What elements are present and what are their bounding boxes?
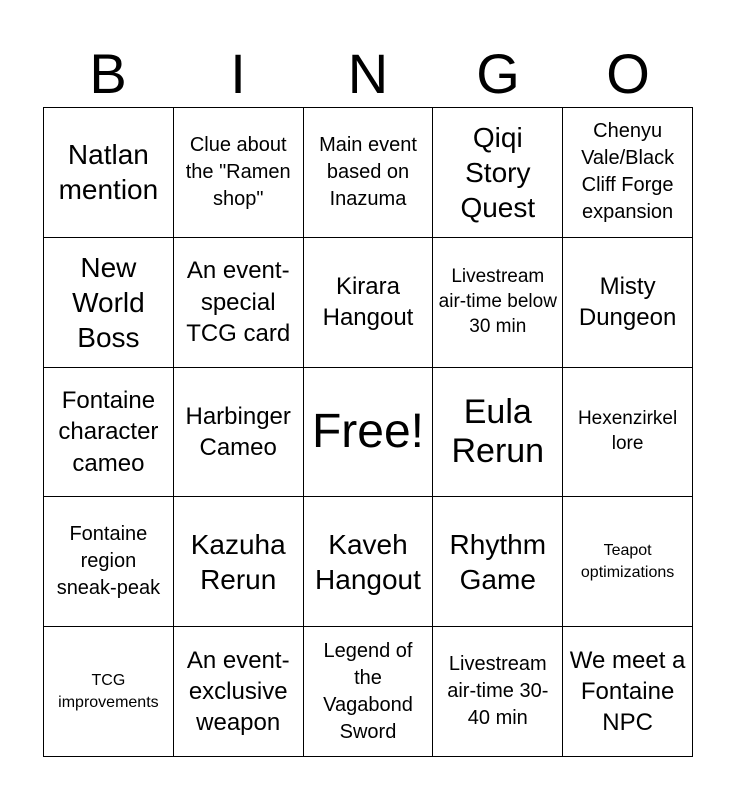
bingo-cell[interactable] [563, 368, 693, 498]
bingo-cell[interactable] [304, 627, 434, 757]
bingo-cell-text: Livestream air-time below 30 min [438, 266, 557, 337]
header-letter-b: B [89, 42, 127, 105]
bingo-cell[interactable] [304, 238, 434, 368]
bingo-card-grid [43, 107, 693, 757]
bingo-cell[interactable] [563, 497, 693, 627]
bingo-cell[interactable] [44, 108, 174, 238]
bingo-cell-text: Rhythm Game [449, 528, 547, 595]
bingo-cell[interactable] [563, 627, 693, 757]
header-letter-g: G [476, 42, 520, 105]
bingo-cell-text: Kirara Hangout [322, 273, 414, 332]
bingo-cell-text: Eula Rerun [451, 392, 545, 470]
bingo-cell[interactable] [44, 368, 174, 498]
bingo-cell[interactable] [433, 368, 563, 498]
bingo-cell-text: Clue about the "Ramen shop" [185, 133, 291, 210]
bingo-cell[interactable] [563, 108, 693, 238]
bingo-cell[interactable] [174, 368, 304, 498]
header-letter-i: I [230, 42, 246, 105]
bingo-cell-text: Qiqi Story Quest [460, 121, 536, 223]
free-space-cell[interactable] [304, 368, 434, 498]
bingo-cell-text: Chenyu Vale/Black Cliff Forge expansion [581, 120, 675, 224]
bingo-cell-text: An event-exclusive weapon [186, 646, 290, 737]
bingo-cell-text: Main event based on Inazuma [319, 133, 417, 210]
bingo-cell[interactable] [433, 238, 563, 368]
bingo-cell[interactable] [174, 108, 304, 238]
bingo-cell-text: Livestream air-time 30-40 min [447, 653, 549, 730]
bingo-cell[interactable] [44, 497, 174, 627]
bingo-cell[interactable] [174, 238, 304, 368]
free-space-text: Free! [311, 404, 424, 458]
bingo-cell-text: Legend of the Vagabond Sword [323, 639, 413, 743]
header-letter-o: O [606, 42, 650, 105]
bingo-cell[interactable] [174, 627, 304, 757]
bingo-cell-text: Fontaine region sneak-peak [56, 523, 161, 600]
bingo-cell-text: Hexenzirkel lore [577, 408, 678, 454]
bingo-cell[interactable] [304, 497, 434, 627]
bingo-cell-text: Teapot optimizations [580, 542, 675, 581]
bingo-cell[interactable] [174, 497, 304, 627]
bingo-cell[interactable] [563, 238, 693, 368]
bingo-cell-text: Kazuha Rerun [190, 528, 286, 595]
bingo-cell-text: An event-special TCG card [186, 257, 291, 347]
bingo-cell-text: We meet a Fontaine NPC [569, 646, 686, 737]
bingo-cell-text: Kaveh Hangout [315, 528, 421, 595]
header-letter-n: N [347, 42, 389, 105]
bingo-cell-text: TCG improvements [58, 672, 159, 711]
bingo-cell-text: New World Boss [72, 251, 145, 353]
bingo-cell-text: Harbinger Cameo [185, 402, 291, 461]
bingo-cell[interactable] [433, 627, 563, 757]
bingo-cell[interactable] [44, 627, 174, 757]
bingo-header [43, 42, 693, 106]
bingo-cell-text: Fontaine character cameo [58, 387, 159, 477]
bingo-cell[interactable] [44, 238, 174, 368]
bingo-cell-text: Natlan mention [58, 139, 159, 206]
bingo-cell[interactable] [304, 108, 434, 238]
bingo-cell[interactable] [433, 108, 563, 238]
bingo-cell-text: Misty Dungeon [578, 273, 677, 332]
bingo-cell[interactable] [433, 497, 563, 627]
